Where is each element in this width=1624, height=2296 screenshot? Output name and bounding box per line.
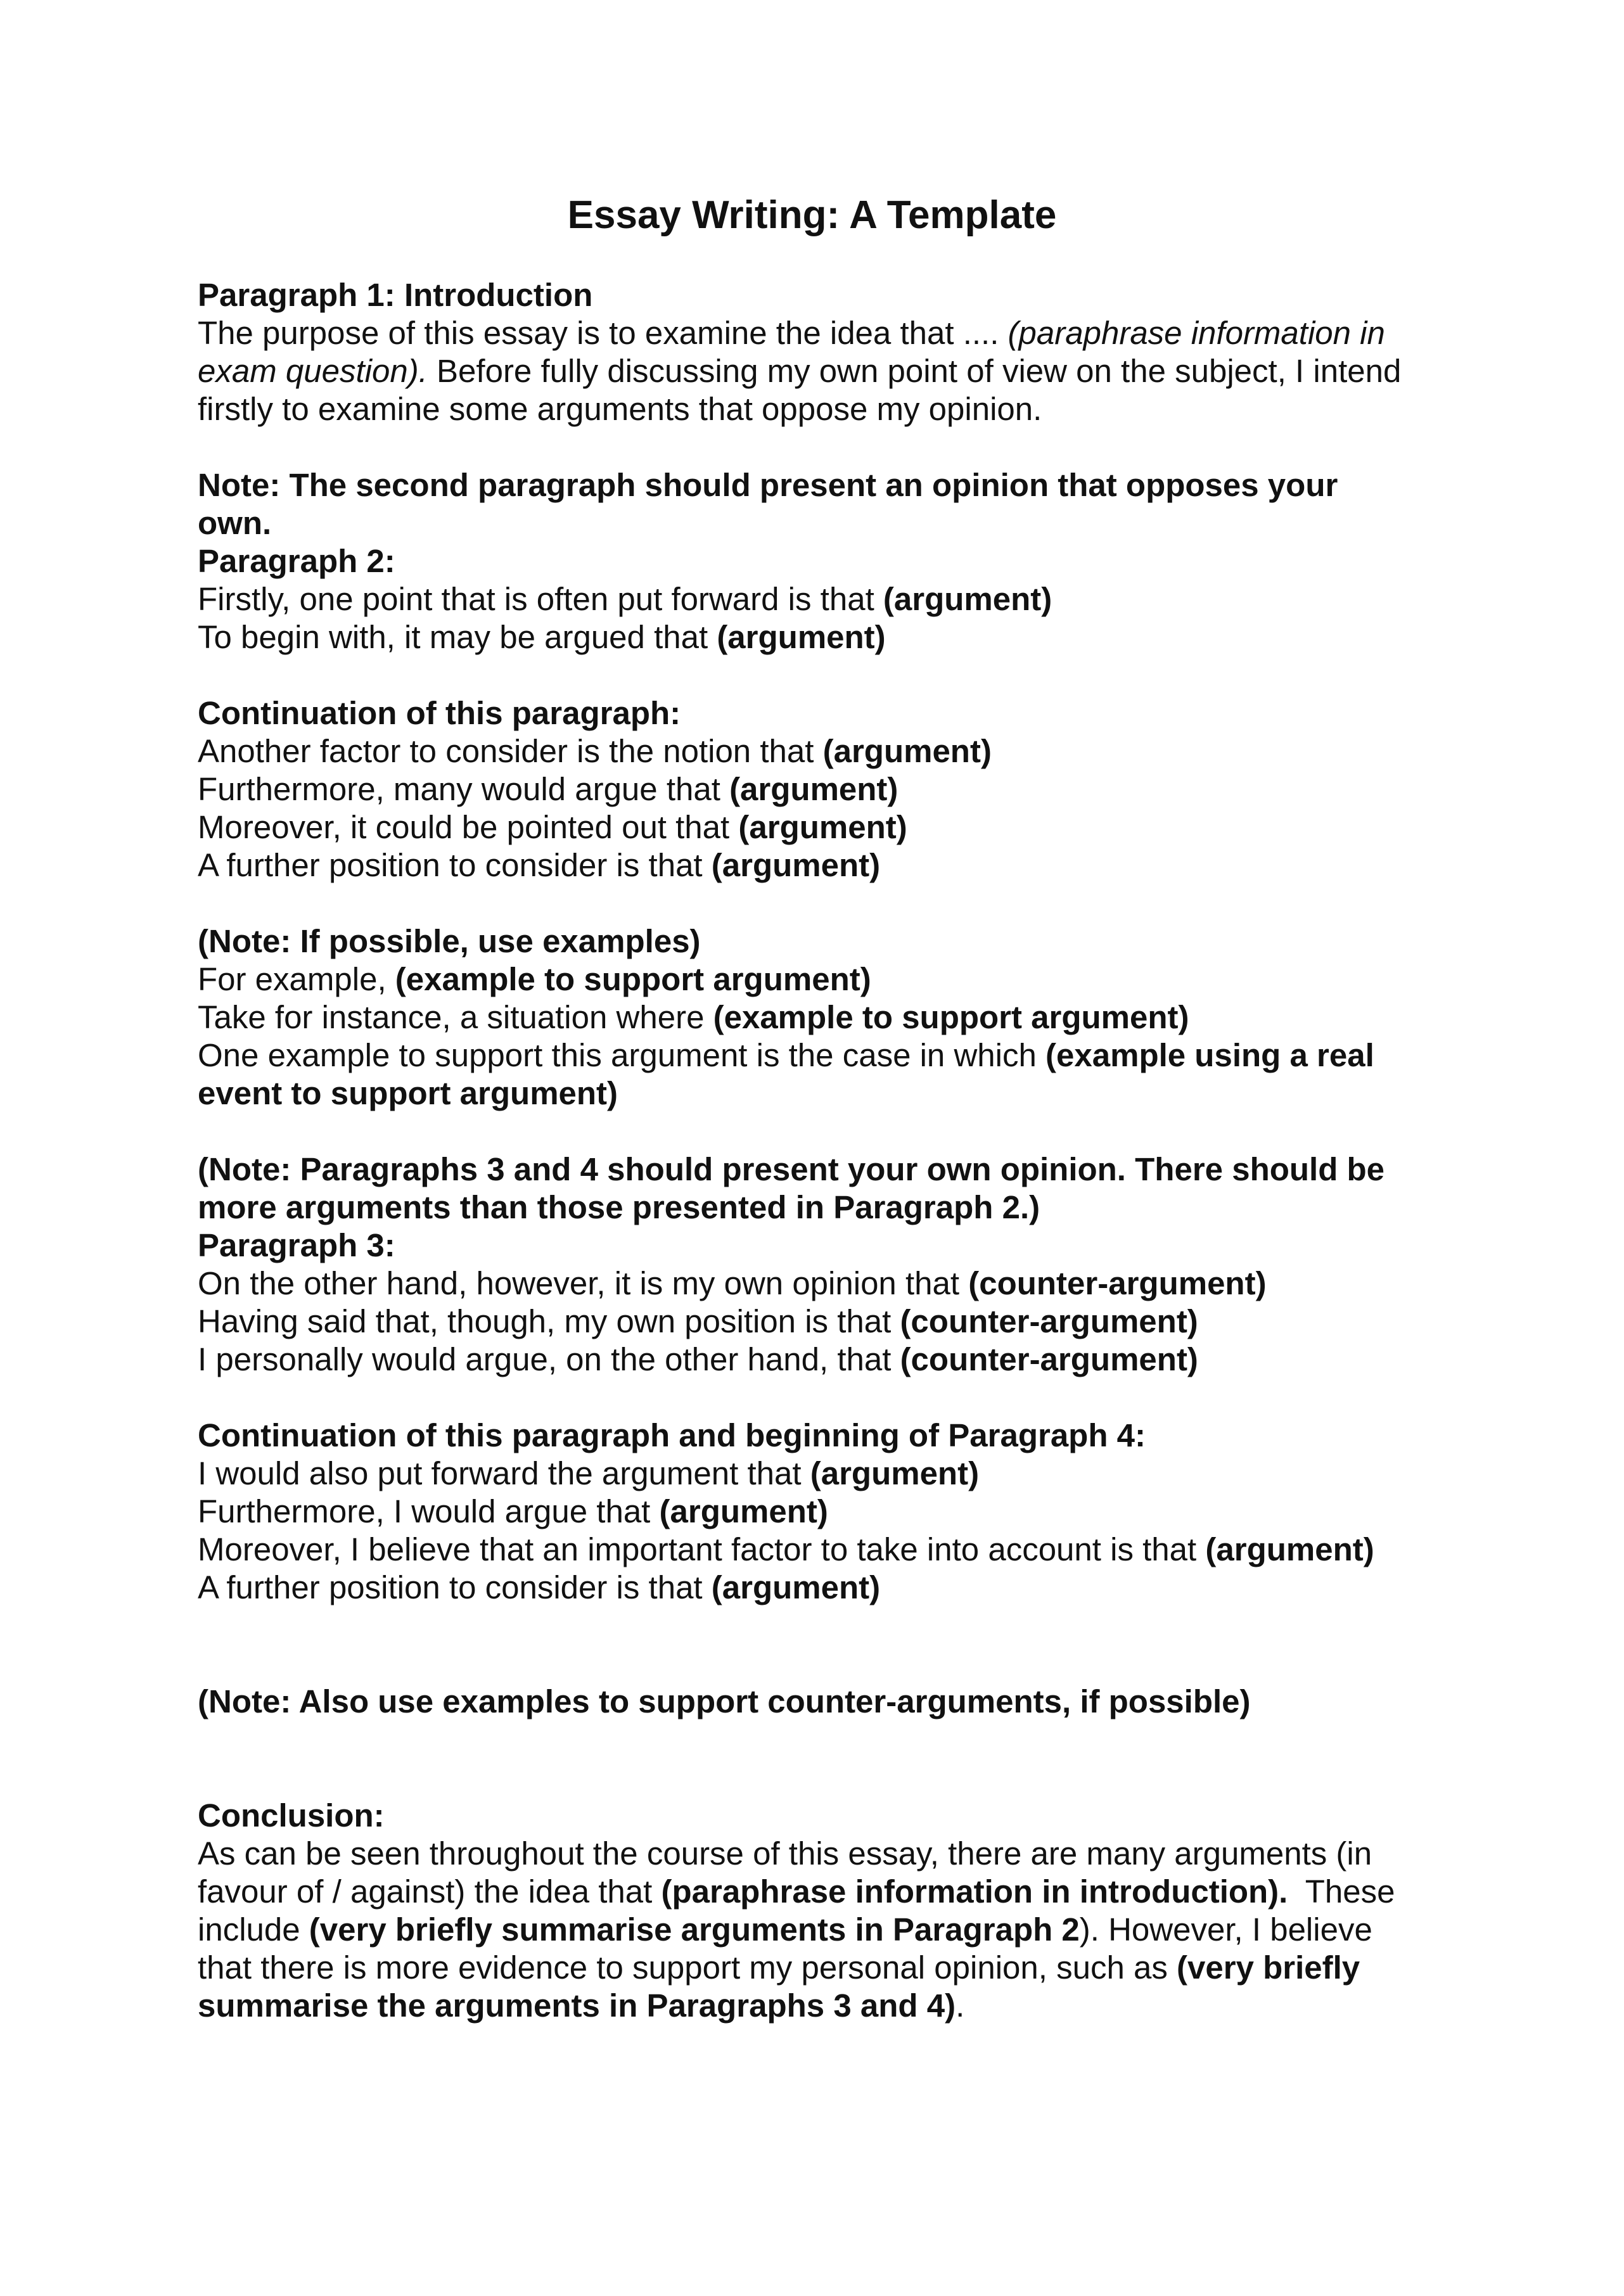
- bold-placeholder: (very briefly: [1177, 1949, 1360, 1986]
- note-text: more arguments than those presented in Paragraph 2.): [198, 1189, 1040, 1225]
- body-line: [198, 1531, 1459, 1569]
- section-paragraph-3: [198, 1151, 1459, 1379]
- document-body: [198, 276, 1459, 2025]
- bold-placeholder: (example to support argument): [713, 999, 1189, 1035]
- body-line: [198, 1036, 1459, 1075]
- body-line: [198, 1873, 1459, 1911]
- body-text: To begin with, it may be argued that: [198, 619, 717, 655]
- bold-placeholder: (argument): [738, 809, 907, 845]
- note-text: own.: [198, 505, 272, 541]
- body-line: [198, 352, 1459, 390]
- body-text: Another factor to consider is the notion that: [198, 733, 823, 769]
- bold-placeholder: (counter-argument): [900, 1341, 1198, 1377]
- section-heading: Continuation of this paragraph:: [198, 695, 681, 731]
- bold-placeholder: (argument): [1205, 1531, 1374, 1567]
- body-text: .: [956, 1987, 965, 2024]
- bold-placeholder: (argument): [729, 771, 898, 807]
- note-text: (Note: Also use examples to support counter-arguments, if possible): [198, 1683, 1251, 1719]
- body-text: Take for instance, a situation where: [198, 999, 713, 1035]
- body-line: [198, 1341, 1459, 1379]
- section-paragraph-4: [198, 1417, 1459, 1607]
- bold-placeholder: (argument): [717, 619, 886, 655]
- bold-placeholder: (argument): [711, 1569, 881, 1605]
- body-line: [198, 580, 1459, 618]
- body-line: [198, 1455, 1459, 1493]
- body-line: [198, 1949, 1459, 1987]
- paragraph-spacer: [198, 1607, 1459, 1683]
- body-text: Furthermore, I would argue that: [198, 1493, 660, 1529]
- body-text: For example,: [198, 961, 395, 997]
- section-heading: Paragraph 2:: [198, 543, 395, 579]
- body-line: [198, 1303, 1459, 1341]
- body-line: firstly to examine some arguments that oppose my opinion.: [198, 391, 1042, 427]
- body-line: [198, 1265, 1459, 1303]
- body-text: Furthermore, many would argue that: [198, 771, 730, 807]
- body-text: On the other hand, however, it is my own opinion that: [198, 1265, 969, 1301]
- section-heading: Paragraph 1: Introduction: [198, 277, 593, 313]
- body-line: [198, 1493, 1459, 1531]
- paragraph-spacer: [198, 656, 1459, 694]
- note-text: (Note: Paragraphs 3 and 4 should present your own opinion. There should be: [198, 1151, 1385, 1187]
- body-text: Moreover, I believe that an important factor to take into account is that: [198, 1531, 1206, 1567]
- bold-placeholder: (very briefly summarise arguments in Paragraph 2: [309, 1911, 1080, 1948]
- body-text: Before fully discussing my own point of view on the subject, I intend: [427, 353, 1402, 389]
- body-text: A further position to consider is that: [198, 1569, 712, 1605]
- body-text: The purpose of this essay is to examine the idea that ....: [198, 315, 1008, 351]
- body-text: Moreover, it could be pointed out that: [198, 809, 739, 845]
- paragraph-spacer: [198, 1113, 1459, 1151]
- document-title: Essay Writing: A Template: [567, 193, 1057, 237]
- section-examples: [198, 922, 1459, 1113]
- body-line: [198, 998, 1459, 1036]
- note-text: Note: The second paragraph should present an opinion that opposes your: [198, 467, 1338, 503]
- body-text: ). However, I believe: [1079, 1911, 1372, 1948]
- bold-placeholder: (paraphrase information in introduction).: [661, 1873, 1288, 1910]
- section-heading: Conclusion:: [198, 1797, 385, 1834]
- body-text: A further position to consider is that: [198, 847, 712, 883]
- body-text: Firstly, one point that is often put forward is that: [198, 581, 883, 617]
- bold-placeholder: summarise the arguments in Paragraphs 3 and 4): [198, 1987, 956, 2024]
- body-line: [198, 732, 1459, 770]
- section-heading: Paragraph 3:: [198, 1227, 395, 1263]
- body-text: These: [1288, 1873, 1395, 1910]
- paragraph-spacer: [198, 1721, 1459, 1797]
- paragraph-spacer: [198, 884, 1459, 922]
- bold-placeholder: (argument): [711, 847, 881, 883]
- body-text: include: [198, 1911, 309, 1948]
- body-line: [198, 1987, 1459, 2025]
- body-text: favour of / against) the idea that: [198, 1873, 662, 1910]
- section-introduction: [198, 276, 1459, 428]
- bold-placeholder: event to support argument): [198, 1075, 618, 1111]
- body-line: [198, 770, 1459, 808]
- body-text: Having said that, though, my own position is that: [198, 1303, 900, 1339]
- bold-placeholder: (counter-argument): [900, 1303, 1198, 1339]
- bold-placeholder: (argument): [883, 581, 1052, 617]
- body-line: [198, 960, 1459, 998]
- italic-text: exam question).: [198, 353, 428, 389]
- body-line: [198, 808, 1459, 846]
- body-line: [198, 846, 1459, 884]
- paragraph-spacer: [198, 1379, 1459, 1417]
- section-paragraph-2: [198, 466, 1459, 656]
- section-heading: Continuation of this paragraph and beginning of Paragraph 4:: [198, 1417, 1146, 1453]
- body-line: [198, 314, 1459, 352]
- bold-placeholder: (argument): [822, 733, 992, 769]
- body-line: [198, 618, 1459, 656]
- body-line: As can be seen throughout the course of this essay, there are many arguments (in: [198, 1835, 1372, 1872]
- body-line: [198, 1569, 1459, 1607]
- body-text: I would also put forward the argument that: [198, 1455, 810, 1491]
- body-text: that there is more evidence to support my personal opinion, such as: [198, 1949, 1177, 1986]
- body-text: I personally would argue, on the other hand, that: [198, 1341, 900, 1377]
- bold-placeholder: (argument): [810, 1455, 980, 1491]
- body-line: [198, 1911, 1459, 1949]
- bold-placeholder: (example using a real: [1045, 1037, 1374, 1073]
- bold-placeholder: (argument): [659, 1493, 828, 1529]
- body-text: One example to support this argument is the case in which: [198, 1037, 1046, 1073]
- paragraph-spacer: [198, 428, 1459, 466]
- italic-text: (paraphrase information in: [1007, 315, 1385, 351]
- section-heading: (Note: If possible, use examples): [198, 923, 701, 959]
- bold-placeholder: (counter-argument): [968, 1265, 1267, 1301]
- section-continuation: [198, 694, 1459, 884]
- bold-placeholder: (example to support argument): [395, 961, 871, 997]
- section-conclusion: [198, 1797, 1459, 2025]
